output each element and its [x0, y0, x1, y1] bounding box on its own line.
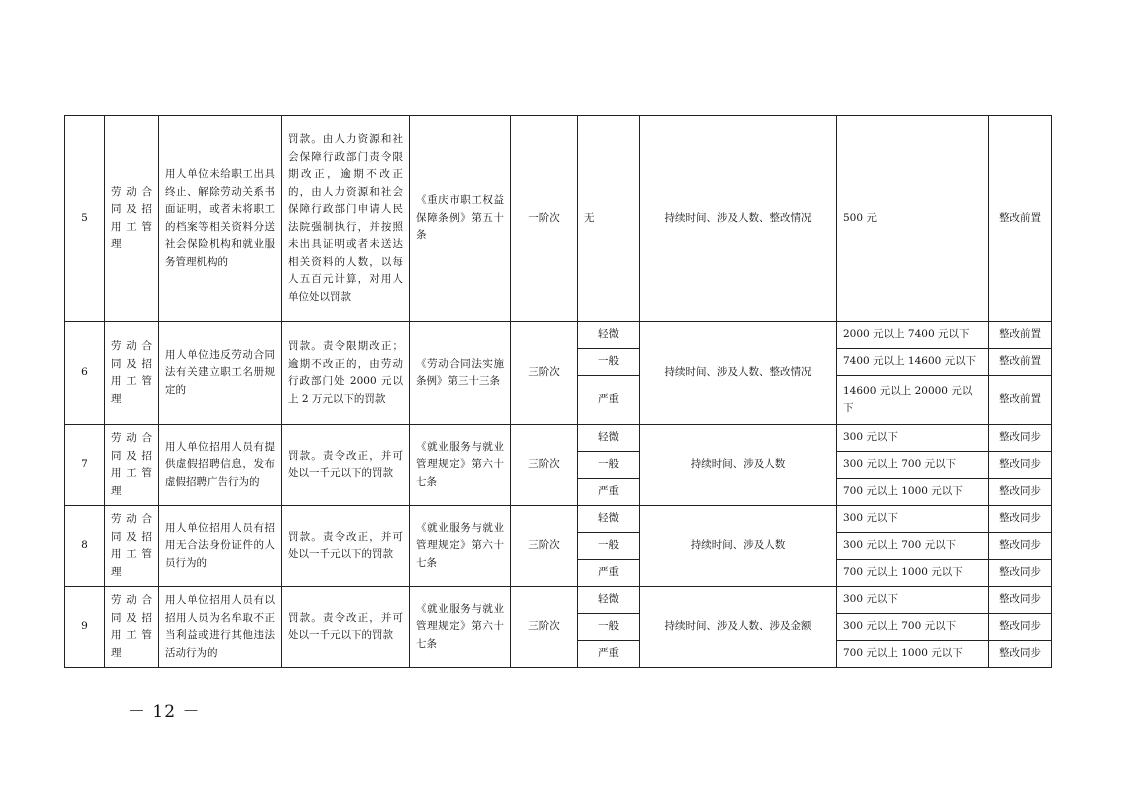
amount-cell: 300 元以下: [837, 587, 989, 614]
stage-cell: 三阶次: [511, 587, 578, 668]
level-cell: 一般: [578, 349, 640, 376]
amount-cell: 7400 元以上 14600 元以下: [837, 349, 989, 376]
legal-basis-cell: 《就业服务与就业管理规定》第六十七条: [410, 425, 511, 506]
page-number: － 12 －: [128, 702, 201, 722]
amount-cell: 300 元以上 700 元以下: [837, 614, 989, 641]
violation-cell: 用人单位违反劳动合同法有关建立职工名册规定的: [159, 322, 282, 425]
violation-cell: 用人单位招用人员有提供虚假招聘信息，发布虚假招聘广告行为的: [159, 425, 282, 506]
violation-cell: 用人单位未给职工出具终止、解除劳动关系书面证明，或者未将职工的档案等相关资料分送社会保险机构和就业服务管理机构的: [159, 116, 282, 322]
level-cell: 严重: [578, 376, 640, 425]
table-row: [65, 425, 1052, 452]
category-cell: 劳动合同及招用工管理: [105, 587, 159, 668]
amount-cell: 300 元以上 700 元以下: [837, 533, 989, 560]
timing-cell: 整改同步: [989, 533, 1052, 560]
table-row: [65, 587, 1052, 614]
penalty-cell: 罚款。由人力资源和社会保障行政部门责令限期改正，逾期不改正的，由人力资源和社会保障行政部门申请人民法院强制执行，并按照未出具证明或者未送达相关资料的人数，以每人五百元计算，对用人单位处以罚款: [282, 116, 410, 322]
level-cell: 一般: [578, 533, 640, 560]
level-cell: 一般: [578, 452, 640, 479]
level-cell: 严重: [578, 479, 640, 506]
amount-cell: 14600 元以上 20000 元以下: [837, 376, 989, 425]
level-cell: 严重: [578, 560, 640, 587]
row-number: 5: [65, 116, 105, 322]
factors-cell: 持续时间、涉及人数、整改情况: [640, 116, 837, 322]
table-row: [65, 322, 1052, 349]
level-cell: 轻微: [578, 587, 640, 614]
amount-cell: 700 元以上 1000 元以下: [837, 560, 989, 587]
timing-cell: 整改同步: [989, 587, 1052, 614]
factors-cell: 持续时间、涉及人数: [640, 506, 837, 587]
stage-cell: 一阶次: [511, 116, 578, 322]
category-cell: 劳动合同及招用工管理: [105, 322, 159, 425]
violation-cell: 用人单位招用人员有招用无合法身份证件的人员行为的: [159, 506, 282, 587]
timing-cell: 整改前置: [989, 322, 1052, 349]
legal-basis-cell: 《重庆市职工权益保障条例》第五十条: [410, 116, 511, 322]
timing-cell: 整改同步: [989, 560, 1052, 587]
penalty-cell: 罚款。责令改正，并可处以一千元以下的罚款: [282, 425, 410, 506]
category-cell: 劳动合同及招用工管理: [105, 116, 159, 322]
amount-cell: 700 元以上 1000 元以下: [837, 641, 989, 668]
legal-basis-cell: 《劳动合同法实施条例》第三十三条: [410, 322, 511, 425]
penalty-cell: 罚款。责令改正，并可处以一千元以下的罚款: [282, 587, 410, 668]
penalty-cell: 罚款。责令改正，并可处以一千元以下的罚款: [282, 506, 410, 587]
table-row: [65, 116, 1052, 322]
timing-cell: 整改同步: [989, 479, 1052, 506]
row-number: 6: [65, 322, 105, 425]
violation-cell: 用人单位招用人员有以招用人员为名牟取不正当利益或进行其他违法活动行为的: [159, 587, 282, 668]
timing-cell: 整改前置: [989, 376, 1052, 425]
amount-cell: 2000 元以上 7400 元以下: [837, 322, 989, 349]
table-row: [65, 506, 1052, 533]
timing-cell: 整改前置: [989, 349, 1052, 376]
row-number: 8: [65, 506, 105, 587]
category-cell: 劳动合同及招用工管理: [105, 425, 159, 506]
row-number: 7: [65, 425, 105, 506]
category-cell: 劳动合同及招用工管理: [105, 506, 159, 587]
stage-cell: 三阶次: [511, 506, 578, 587]
timing-cell: 整改前置: [989, 116, 1052, 322]
level-cell: 严重: [578, 641, 640, 668]
factors-cell: 持续时间、涉及人数: [640, 425, 837, 506]
timing-cell: 整改同步: [989, 614, 1052, 641]
timing-cell: 整改同步: [989, 452, 1052, 479]
timing-cell: 整改同步: [989, 506, 1052, 533]
amount-cell: 500 元: [837, 116, 989, 322]
level-cell: 轻微: [578, 425, 640, 452]
amount-cell: 300 元以下: [837, 506, 989, 533]
timing-cell: 整改同步: [989, 425, 1052, 452]
amount-cell: 300 元以下: [837, 425, 989, 452]
stage-cell: 三阶次: [511, 322, 578, 425]
amount-cell: 700 元以上 1000 元以下: [837, 479, 989, 506]
penalty-cell: 罚款。责令限期改正；逾期不改正的，由劳动行政部门处 2000 元以上 2 万元以下的罚款: [282, 322, 410, 425]
timing-cell: 整改同步: [989, 641, 1052, 668]
level-cell: 轻微: [578, 506, 640, 533]
stage-cell: 三阶次: [511, 425, 578, 506]
row-number: 9: [65, 587, 105, 668]
legal-basis-cell: 《就业服务与就业管理规定》第六十七条: [410, 506, 511, 587]
factors-cell: 持续时间、涉及人数、涉及金额: [640, 587, 837, 668]
legal-basis-cell: 《就业服务与就业管理规定》第六十七条: [410, 587, 511, 668]
level-cell: 无: [578, 116, 640, 322]
factors-cell: 持续时间、涉及人数、整改情况: [640, 322, 837, 425]
amount-cell: 300 元以上 700 元以下: [837, 452, 989, 479]
level-cell: 轻微: [578, 322, 640, 349]
level-cell: 一般: [578, 614, 640, 641]
penalty-standards-table: [64, 115, 1052, 668]
